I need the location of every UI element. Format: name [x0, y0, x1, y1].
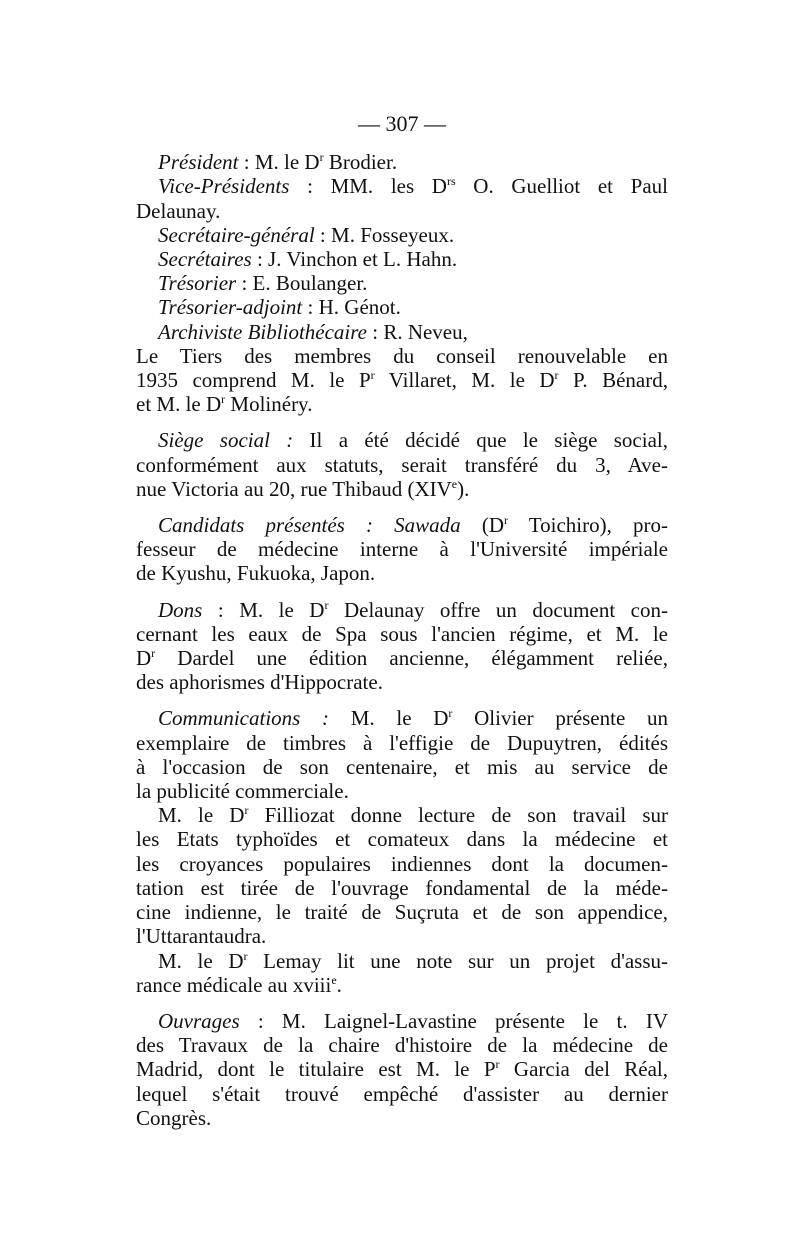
filliozat-line-6: l'Uttarantaudra. [136, 924, 267, 949]
communications-label: Communications : [158, 706, 330, 731]
document-page [136, 112, 668, 1130]
lemay-line-1: M. le $D^r$ Lemay lit une note sur un projet d'assu- [158, 948, 669, 973]
dons-line-1: Dons : M. le $D^r$ Delaunay offre un document con- [158, 597, 668, 622]
dons-line-3: $D^r$ Dardel une édition ancienne, élégamment reliée, [136, 646, 668, 671]
filliozat-line-4: tation est tirée de l'ouvrage fondamental de la méde- [136, 875, 668, 900]
officer-secretaire-general: Secrétaire-général : M. Fosseyeux. [158, 222, 455, 247]
ouvrages-line-1: Ouvrages : M. Laignel-Lavastine présente le t. IV [158, 1008, 668, 1033]
communications-line-1: Communications : M. le $D^r$ Olivier présente un [158, 706, 668, 731]
paragraph-siege-social [136, 428, 668, 501]
communications-line-4: la publicité commerciale. [136, 779, 349, 804]
officer-vice-presidents-cont: Delaunay. [136, 198, 221, 223]
officer-president: Président : M. le $D^r$ Brodier. [158, 150, 398, 175]
ouvrages-line-4: lequel s'était trouvé empêché d'assister au dernier [136, 1081, 668, 1106]
dons-label: Dons [158, 597, 203, 622]
siege-line-1: Siège social : Il a été décidé que le siège social, [158, 428, 668, 453]
candidats-line-2: fesseur de médecine interne à l'Université impériale [136, 537, 668, 562]
ouvrages-line-2: des Travaux de la chaire d'histoire de la médecine de [136, 1033, 668, 1058]
lemay-line-2: rance médicale au xviii$^e$. [136, 972, 342, 997]
officers-list [136, 150, 668, 344]
candidats-line-1: Candidats présentés : Sawada ($D^r$ Toichiro), pro- [158, 513, 669, 538]
ouvrages-label: Ouvrages [158, 1008, 240, 1033]
officer-secretaires: Secrétaires : J. Vinchon et L. Hahn. [158, 247, 458, 272]
filliozat-line-2: les Etats typhoïdes et comateux dans la médecine et [136, 827, 668, 852]
officer-archiviste: Archiviste Bibliothécaire : R. Neveu, [158, 319, 468, 344]
candidats-label: Candidats présentés : [158, 513, 373, 538]
officer-tresorier: Trésorier : E. Boulanger. [158, 271, 368, 296]
candidats-line-3: de Kyushu, Fukuoka, Japon. [136, 561, 376, 586]
paragraph-communications [136, 706, 668, 996]
siege-line-3: nue Victoria au 20, rue Thibaud (XIVe). [136, 476, 470, 501]
siege-label: Siège social : [158, 428, 294, 453]
filliozat-line-3: les croyances populaires indiennes dont la documen- [136, 851, 668, 876]
dons-line-4: des aphorismes d'Hippocrate. [136, 670, 383, 695]
ouvrages-line-5: Congrès. [136, 1105, 212, 1130]
dons-line-2: cernant les eaux de Spa sous l'ancien régime, et M. le [136, 621, 668, 646]
tiers-line-1: Le Tiers des membres du conseil renouvelable en [136, 343, 668, 368]
officer-tresorier-adjoint: Trésorier-adjoint : H. Génot. [158, 295, 401, 320]
siege-line-2: conformément aux statuts, serait transféré du 3, Ave- [136, 452, 668, 477]
ouvrages-line-3: Madrid, dont le titulaire est M. le $P^r$ Garcia del Réal, [136, 1057, 669, 1082]
officer-vice-presidents: Vice-Présidents : MM. les $D^{rs}$ O. Guelliot et Paul [158, 174, 668, 199]
paragraph-candidats [136, 513, 668, 586]
paragraph-ouvrages [136, 1009, 668, 1130]
paragraph-tiers [136, 344, 668, 417]
paragraph-dons [136, 598, 668, 695]
tiers-line-3: et M. le $D^r$ Molinéry. [136, 392, 313, 417]
communications-line-3: à l'occasion de son centenaire, et mis au service de [136, 754, 668, 779]
communications-line-2: exemplaire de timbres à l'effigie de Dupuytren, édités [136, 730, 668, 755]
candidate-name: Sawada [394, 513, 461, 538]
page-number: — 307 — [358, 111, 446, 136]
filliozat-line-1: M. le $D^r$ Filliozat donne lecture de son travail sur [158, 803, 668, 828]
tiers-line-2: 1935 comprend M. le $P^r$ Villaret, M. le $D^r$ P. Bénard, [136, 368, 668, 393]
filliozat-line-5: cine indienne, le traité de Suçruta et de son appendice, [136, 900, 668, 925]
